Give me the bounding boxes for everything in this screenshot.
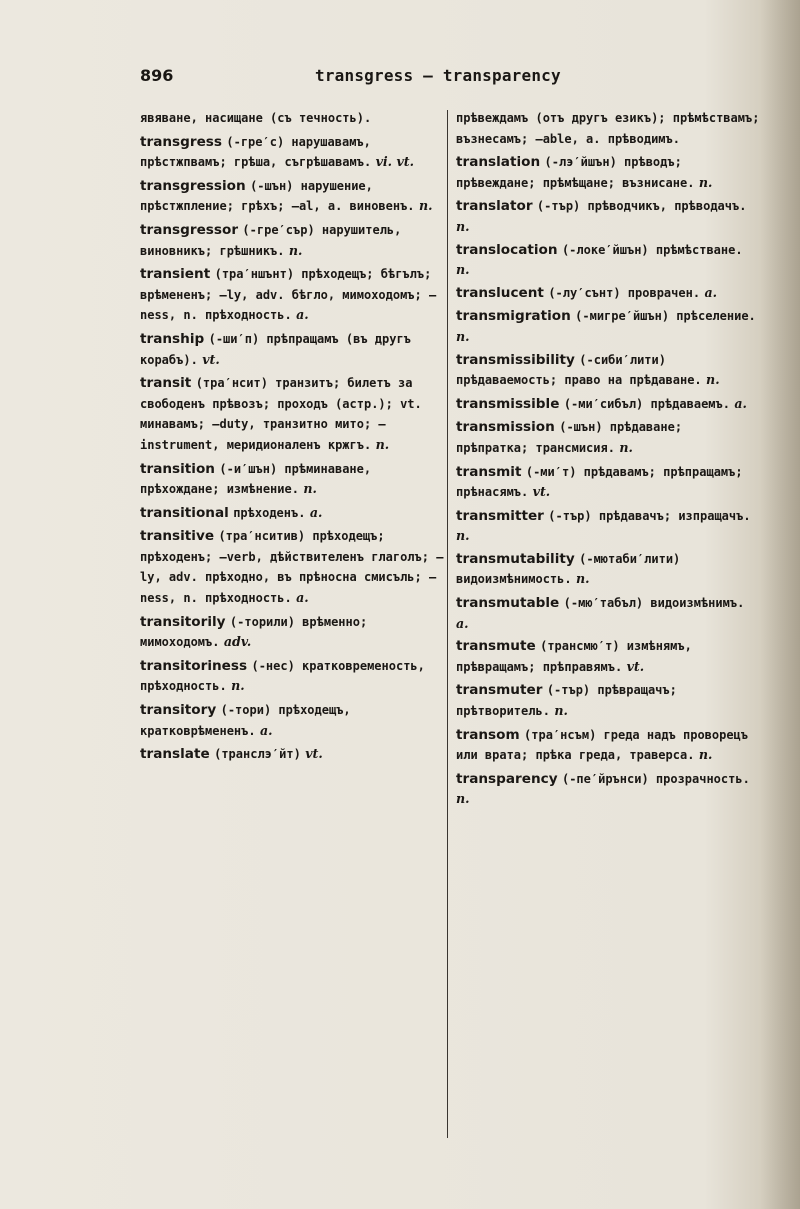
entry-headword: transitional	[140, 504, 229, 521]
entry-definition: (-и′шън) прѣминаване, прѣхождане; измѣнение.	[140, 461, 372, 497]
entry-definition: (тра′нсъм) греда надъ проворецъ или врата; прѣка греда, траверса.	[456, 727, 749, 763]
entry-part-of-speech: vt.	[305, 746, 323, 762]
dictionary-entry	[456, 196, 760, 236]
entry-definition: (-локе′йшън) прѣмѣстване.	[561, 242, 743, 257]
entry-definition: (-мигре′йшън) прѣселение.	[575, 309, 756, 324]
entry-headword: transgressor	[140, 221, 239, 238]
entry-definition: прѣходенъ.	[233, 505, 306, 520]
entry-part-of-speech: n.	[575, 571, 590, 587]
entry-part-of-speech: a.	[704, 284, 717, 300]
dictionary-entry	[140, 373, 444, 455]
dictionary-entry	[140, 612, 444, 653]
entry-definition: (-тър) прѣвращачъ; прѣтворитель.	[456, 683, 677, 719]
entry-headword: tranship	[140, 330, 205, 347]
entry-headword: transmit	[456, 463, 522, 480]
entry-part-of-speech: a.	[734, 395, 747, 411]
dictionary-entry	[456, 152, 760, 193]
entry-headword: transgress	[140, 133, 222, 150]
dictionary-entry	[456, 636, 760, 677]
entry-definition: (-пе′йрънси) прозрачность.	[561, 771, 750, 786]
entry-definition: (-ши′п) прѣпращамъ (въ другъ корабъ).	[140, 331, 411, 367]
dictionary-entry	[456, 506, 760, 546]
dictionary-entry	[456, 108, 760, 149]
entry-definition: (-торили) врѣменно; мимоходомъ.	[140, 614, 368, 650]
entry-part-of-speech: n.	[303, 481, 317, 497]
entry-part-of-speech: n.	[375, 436, 390, 452]
entry-headword: transit	[140, 375, 192, 392]
entry-part-of-speech: a.	[296, 590, 309, 606]
entry-part-of-speech: n.	[698, 174, 713, 190]
entry-headword: translation	[456, 154, 541, 171]
entry-headword: transitory	[140, 702, 217, 719]
entry-definition: явяване, насищане (съ течность).	[140, 111, 372, 125]
dictionary-entry	[140, 176, 444, 217]
entry-part-of-speech: a.	[456, 615, 469, 631]
dictionary-entry	[456, 680, 760, 721]
entry-definition: (тра′ншънт) прѣходещъ; бѣгълъ; врѣмененъ; —ly, adv. бѣгло, мимоходомъ; —ness, n. прѣходность.	[140, 267, 437, 323]
entry-part-of-speech: vt.	[202, 351, 220, 367]
entry-part-of-speech: adv.	[223, 634, 252, 650]
entry-headword: transitive	[140, 528, 215, 545]
dictionary-entry	[140, 656, 444, 697]
entry-part-of-speech: n.	[231, 678, 245, 694]
entry-part-of-speech: vi. vt.	[375, 154, 414, 170]
dictionary-entry	[456, 549, 760, 590]
entry-definition: (-сиби′лити) прѣдаваемость; право на прѣдаване.	[456, 352, 702, 388]
right-column	[456, 108, 760, 812]
entry-part-of-speech: vt.	[626, 658, 645, 674]
entry-definition: (-мютаби′лити) видоизмѣнимость.	[456, 551, 681, 587]
entry-headword: transmitter	[456, 507, 544, 524]
entry-part-of-speech: n.	[554, 703, 568, 719]
entry-headword: transmuter	[456, 682, 543, 699]
entry-headword: translator	[456, 198, 533, 215]
entry-headword: transmigration	[456, 308, 571, 325]
dictionary-entry	[456, 417, 760, 458]
dictionary-entry	[140, 132, 444, 173]
dictionary-entry	[456, 350, 760, 391]
entry-definition: (-шън) нарушение, прѣстжпление; грѣхъ; —al, a. виновенъ.	[140, 178, 415, 214]
entry-headword: translate	[140, 746, 210, 763]
dictionary-entry	[456, 725, 760, 766]
entry-definition: прѣвеждамъ (отъ другъ езикъ); прѣмѣствамъ; възнесамъ; —able, a. прѣводимъ.	[456, 111, 760, 146]
entry-definition: (-тър) прѣводчикъ, прѣводачъ.	[536, 199, 747, 214]
entry-definition: (-лэ′йшън) прѣводъ; прѣвеждане; прѣмѣщане; възнисане.	[456, 155, 695, 190]
dictionary-entry	[456, 462, 760, 503]
page-header	[140, 66, 760, 96]
entry-part-of-speech: n.	[456, 528, 470, 544]
dictionary-entry	[456, 283, 760, 304]
entry-part-of-speech: n.	[418, 198, 433, 214]
entry-definition: (-тър) прѣдавачъ; изпращачъ.	[548, 508, 751, 523]
entry-headword: transgression	[140, 177, 246, 194]
entry-definition: (-ми′т) прѣдавамъ; прѣпращамъ; прѣнасямъ.	[456, 464, 743, 500]
entry-definition: (трансмю′т) измѣнямъ, прѣвращамъ; прѣправямъ.	[456, 639, 692, 674]
entry-headword: transitorily	[140, 613, 226, 630]
entry-headword: transmutability	[456, 550, 575, 567]
entry-part-of-speech: a.	[259, 722, 273, 738]
entry-part-of-speech: vt.	[532, 484, 551, 500]
dictionary-entry	[456, 240, 760, 280]
entry-headword: transmissible	[456, 395, 560, 412]
entry-part-of-speech: n.	[706, 372, 720, 388]
entry-definition: (-мю′табъл) видоизмѣнимъ.	[563, 596, 745, 611]
entry-definition: (-гре′сър) нарушитель, виновникъ; грѣшникъ.	[140, 222, 402, 258]
entry-definition: (-лу′сънт) проврачен.	[548, 285, 701, 300]
dictionary-entry	[140, 459, 444, 500]
entry-definition: (-гре′с) нарушавамъ, прѣстжпвамъ; грѣша, съгрѣшавамъ.	[140, 134, 372, 170]
dictionary-entry	[140, 220, 444, 261]
dictionary-entry	[456, 769, 760, 809]
entry-definition: (тра′нсит) транзитъ; билетъ за свободенъ прѣвозъ; проходъ (астр.); vt. минавамъ; —duty, транзитно мито; —instrument, меридионаленъ кржгъ.	[140, 376, 422, 452]
entry-definition: (-тори) прѣходещъ, кратковрѣмененъ.	[140, 703, 351, 738]
entry-headword: transom	[456, 726, 520, 743]
dictionary-entry	[140, 264, 444, 326]
entry-part-of-speech: n.	[456, 218, 470, 234]
dictionary-entry	[456, 593, 760, 633]
dictionary-entry	[140, 329, 444, 370]
dictionary-entry	[140, 700, 444, 741]
entry-definition: (-нес) кратковременость, прѣходность.	[140, 658, 425, 694]
entry-part-of-speech: n.	[619, 439, 633, 455]
entry-part-of-speech: a.	[309, 504, 323, 520]
entry-headword: translocation	[456, 241, 558, 258]
dictionary-entry	[140, 108, 444, 129]
entry-headword: transitoriness	[140, 657, 248, 674]
dictionary-entry	[140, 744, 444, 765]
entry-headword: transmission	[456, 419, 555, 436]
entry-part-of-speech: n.	[698, 747, 713, 763]
entry-headword: transparency	[456, 770, 558, 787]
entry-headword: transmutable	[456, 595, 560, 612]
dictionary-entry	[456, 394, 760, 415]
entry-headword: transition	[140, 460, 215, 477]
left-column	[140, 108, 444, 768]
entry-definition: (-ми′сибъл) прѣдаваемъ.	[563, 396, 730, 411]
entry-headword: transmute	[456, 638, 536, 655]
dictionary-entry	[140, 503, 444, 524]
entry-part-of-speech: n.	[456, 262, 470, 278]
dictionary-entry	[140, 526, 444, 608]
entry-part-of-speech: n.	[288, 242, 303, 258]
entry-part-of-speech: a.	[296, 307, 309, 323]
entry-headword: transient	[140, 266, 211, 283]
entry-definition: (-шън) прѣдаване; прѣпратка; трансмисия.	[456, 420, 683, 455]
running-head: transgress — transparency	[315, 66, 561, 85]
page-edge-shadow	[760, 0, 800, 1209]
entry-headword: translucent	[456, 284, 544, 301]
column-divider	[447, 110, 448, 1138]
dictionary-entry	[456, 306, 760, 346]
page-number: 896	[140, 66, 174, 85]
entry-definition: (транслэ′йт)	[214, 747, 301, 762]
entry-part-of-speech: n.	[456, 328, 470, 344]
entry-headword: transmissibility	[456, 351, 575, 368]
entry-part-of-speech: n.	[456, 791, 470, 807]
entry-definition: (тра′нситив) прѣходещъ; прѣходенъ; —verb, дѣйствителенъ глаголъ; —ly, adv. прѣходно, въ прѣносна смисъль; — ness, n. прѣходность.	[140, 529, 444, 606]
